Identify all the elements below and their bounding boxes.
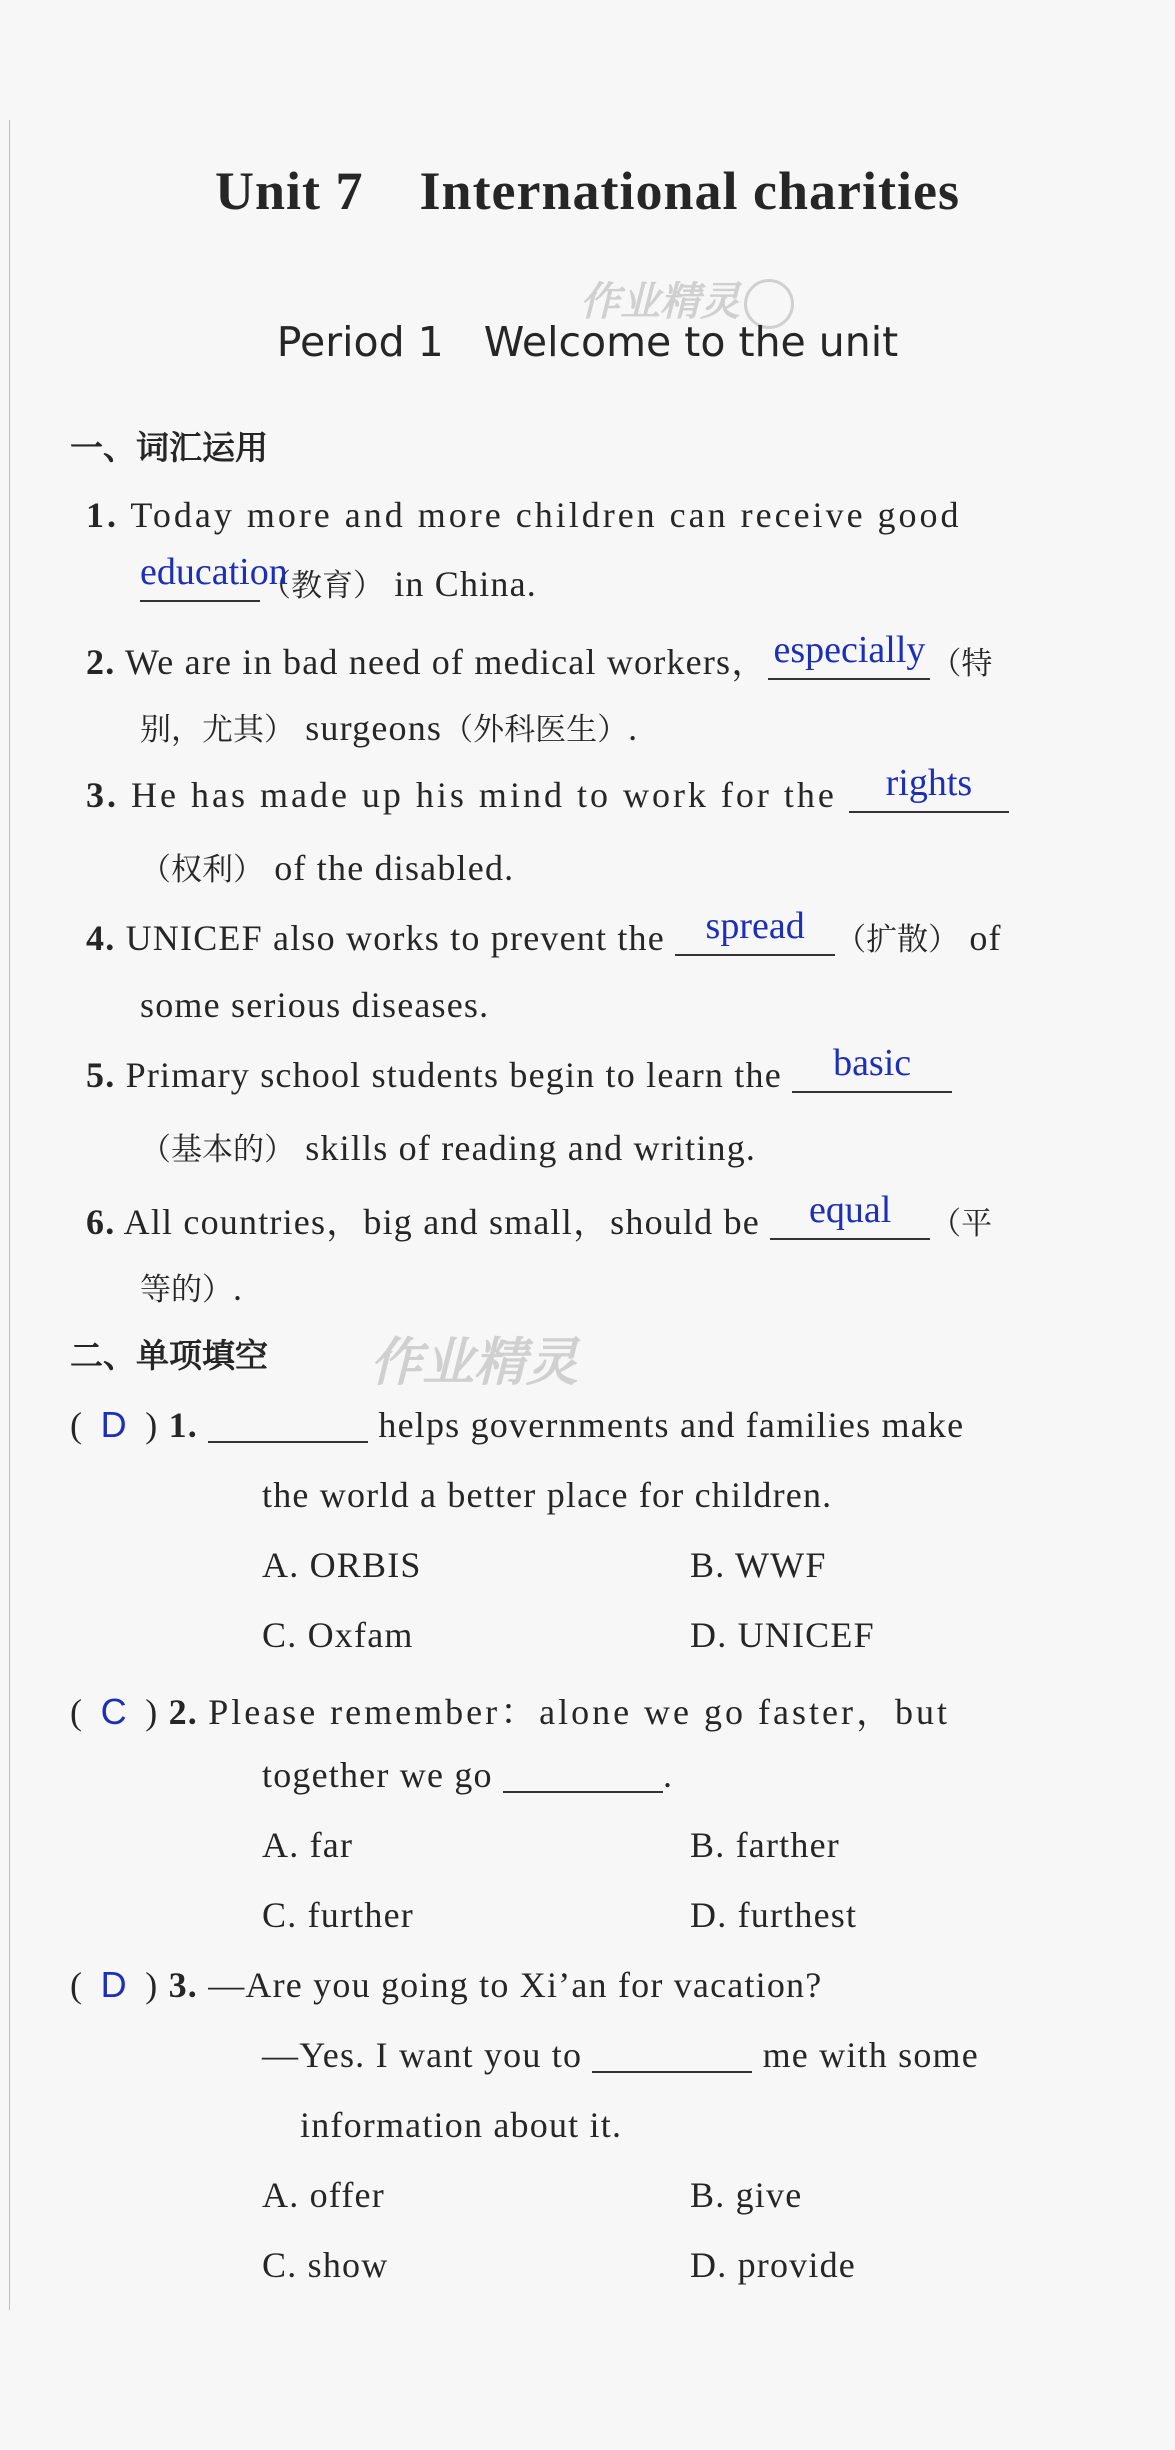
- vocab-item-6: 6. All countries，big and small，should be equal （平: [86, 1189, 993, 1242]
- unit-title: [0, 160, 1175, 222]
- question-1-cont: the world a better place for children.: [262, 1475, 833, 1515]
- answer-blank: [592, 2039, 752, 2073]
- answer-blank: [208, 1409, 368, 1443]
- option: D. provide: [690, 2245, 856, 2285]
- option: A. far: [262, 1825, 354, 1865]
- option: B. give: [690, 2175, 803, 2215]
- period-label: Period 1: [276, 318, 444, 366]
- answer-blank: basic: [792, 1059, 952, 1093]
- question-3-cont: —Yes. I want you to me with some: [262, 2035, 979, 2075]
- answer-blank: equal: [770, 1206, 930, 1240]
- option: C. further: [262, 1895, 414, 1935]
- answer-blank: spread: [675, 922, 835, 956]
- vocab-item-3-cont: （权利） of the disabled.: [140, 848, 515, 888]
- answer-choice: D: [100, 1404, 128, 1445]
- vocab-item-5-cont: （基本的） skills of reading and writing.: [140, 1128, 757, 1168]
- vocab-item-5: 5. Primary school students begin to learn the basic: [86, 1054, 952, 1096]
- watermark-logo: 作业精灵: [580, 270, 794, 329]
- unit-name: International charities: [419, 161, 960, 221]
- option: B. WWF: [690, 1545, 827, 1585]
- question-3: ( D ) 3. —Are you going to Xi’an for vacation?: [70, 1964, 823, 2005]
- question-2-cont: together we go .: [262, 1755, 674, 1795]
- section-heading-multiple-choice: 二、单项填空: [70, 1336, 268, 1375]
- question-3-cont2: information about it.: [300, 2105, 623, 2145]
- period-title: [0, 318, 1175, 366]
- vocab-item-2: 2. We are in bad need of medical workers， especially （特: [86, 629, 993, 682]
- answer-blank: education: [140, 568, 260, 602]
- option: A. ORBIS: [262, 1545, 422, 1585]
- unit-number: Unit 7: [215, 161, 364, 221]
- question-2: ( C ) 2. Please remember：alone we go faster，but: [70, 1691, 950, 1732]
- option: B. farther: [690, 1825, 840, 1865]
- vocab-item-6-cont: 等的）.: [140, 1268, 244, 1308]
- vocab-item-1-cont: education （教育） in China.: [140, 551, 537, 604]
- option: D. UNICEF: [690, 1615, 875, 1655]
- answer-blank: rights: [849, 779, 1009, 813]
- vocab-item-2-cont: 别，尤其） surgeons（外科医生）.: [140, 708, 639, 748]
- option: C. Oxfam: [262, 1615, 414, 1655]
- answer-blank: especially: [768, 646, 930, 680]
- vocab-item-3: 3. He has made up his mind to work for the rights: [86, 774, 1009, 816]
- question-1: ( D ) 1. helps governments and families make: [70, 1404, 965, 1445]
- answer-blank: [503, 1759, 663, 1793]
- vocab-item-4: 4. UNICEF also works to prevent the spread （扩散） of: [86, 905, 1002, 958]
- answer-choice: C: [100, 1691, 128, 1732]
- vocab-item-4-cont: some serious diseases.: [140, 985, 490, 1025]
- period-name: Welcome to the unit: [483, 318, 899, 366]
- section-heading-vocabulary: 一、词汇运用: [70, 428, 268, 467]
- left-margin-rule: [9, 120, 10, 2310]
- vocab-item-1: 1. Today more and more children can receive good: [86, 495, 962, 535]
- watermark-logo: 作业精灵: [370, 1333, 579, 1393]
- option: D. furthest: [690, 1895, 858, 1935]
- answer-choice: D: [100, 1964, 128, 2005]
- option: A. offer: [262, 2175, 385, 2215]
- option: C. show: [262, 2245, 389, 2285]
